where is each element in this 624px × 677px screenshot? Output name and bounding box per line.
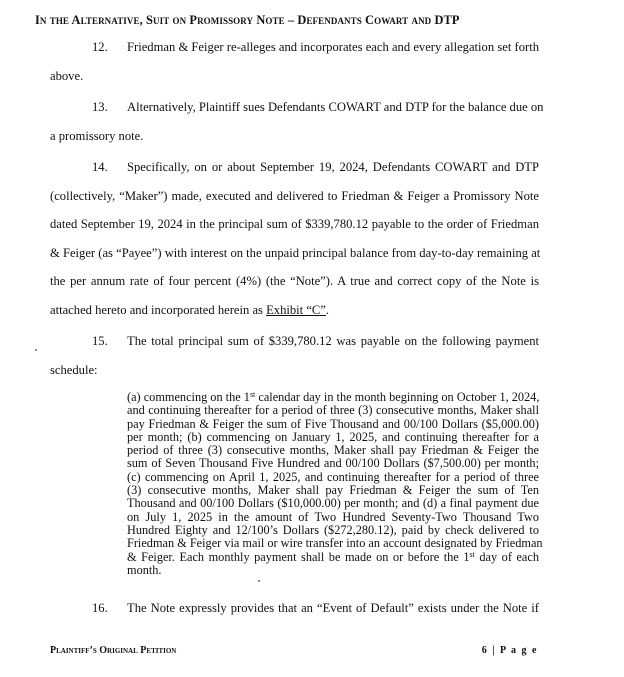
schedule-line — [127, 551, 539, 564]
scan-speck — [258, 580, 260, 582]
paragraph-14-line-6 — [50, 303, 329, 318]
paragraph-12-line-1: Friedman & Feiger re-alleges and incorporates each and every allegation set forth — [127, 40, 539, 54]
schedule-line: month. — [127, 562, 162, 577]
paragraph-number: 13. — [92, 100, 108, 114]
line-text: (a) commencing on the 1 — [127, 390, 250, 404]
paragraph-16-line-1: The Note expressly provides that an “Event of Default” exists under the Note if — [127, 601, 539, 615]
schedule-line — [127, 391, 539, 404]
schedule-line: (3) consecutive months, Maker shall pay Friedman & Feiger the sum of Ten — [127, 483, 539, 498]
schedule-line: per month; (b) commencing on January 1, 2025, and continuing thereafter for a — [127, 429, 539, 444]
schedule-line: (c) commencing on April 1, 2025, and continuing thereafter for a period of three — [127, 469, 539, 484]
scan-speck — [35, 349, 37, 351]
paragraph-14-line-3: dated September 19, 2024 in the principal sum of $339,780.12 payable to the order of Friedman — [50, 217, 539, 231]
ordinal-suffix: st — [249, 390, 256, 399]
paragraph-14-line-4: & Feiger (as “Payee”) with interest on the unpaid principal balance from day-to-day remaining at — [50, 246, 541, 260]
paragraph-14-line-2: (collectively, “Maker”) made, executed and delivered to Friedman & Feiger a Promissory Note — [50, 189, 539, 203]
paragraph-12-line-2: above. — [50, 69, 84, 83]
payment-schedule-block — [127, 390, 543, 577]
section-heading: In the Alternative, Suit on Promissory Note – Defendants Cowart and DTP — [35, 13, 460, 27]
schedule-line: pay Friedman & Feiger the sum of Five Thousand and 00/100 Dollars ($5,000.00) — [127, 416, 539, 431]
schedule-line: on July 1, 2025 in the amount of Two Hundred Seventy-Two Thousand Two — [127, 509, 539, 524]
paragraph-13-line-1: Alternatively, Plaintiff sues Defendants COWART and DTP for the balance due on — [127, 100, 544, 114]
schedule-line: period of three (3) consecutive months, Maker shall pay Friedman & Feiger the — [127, 443, 539, 458]
schedule-line: Thousand and 00/100 Dollars ($10,000.00) per month; and (d) a final payment due — [127, 496, 539, 511]
line-text: calendar day in the month beginning on October 1, 2024, — [255, 390, 540, 404]
line-text: . — [325, 303, 330, 317]
line-text: attached hereto and incorporated herein as — [50, 303, 267, 317]
paragraph-14-line-1: Specifically, on or about September 19, 2024, Defendants COWART and DTP — [127, 160, 539, 174]
paragraph-13-line-2: a promissory note. — [50, 129, 144, 143]
schedule-line: sum of Seven Thousand Five Hundred and 00/100 Dollars ($7,500.00) per month; — [127, 456, 539, 471]
schedule-line: Hundred Eighty and 12/100’s Dollars ($272,280.12), paid by check delivered to — [127, 522, 539, 537]
line-text: day of each — [474, 549, 539, 564]
paragraph-number: 16. — [92, 601, 108, 615]
exhibit-c-link[interactable]: Exhibit “C” — [266, 303, 326, 317]
paragraph-number: 14. — [92, 160, 108, 174]
paragraph-number: 12. — [92, 40, 108, 54]
schedule-line: Friedman & Feiger via mail or wire transfer into an account designated by Friedman — [127, 536, 543, 551]
schedule-line: and continuing thereafter for a period of three (3) consecutive months, Maker shall — [127, 403, 539, 418]
footer-document-title: Plaintiff’s Original Petition — [50, 645, 177, 656]
paragraph-15-line-2: schedule: — [50, 363, 98, 377]
paragraph-14-line-5: the per annum rate of four percent (4%) (the “Note”). A true and correct copy of the Note is — [50, 274, 539, 288]
line-text: & Feiger. Each monthly payment shall be made on or before the 1 — [127, 549, 470, 564]
paragraph-number: 15. — [92, 334, 108, 348]
footer-page-number: 6 | P a g e — [481, 645, 538, 656]
ordinal-suffix: st — [469, 549, 475, 559]
paragraph-15-line-1: The total principal sum of $339,780.12 was payable on the following payment — [127, 334, 539, 348]
